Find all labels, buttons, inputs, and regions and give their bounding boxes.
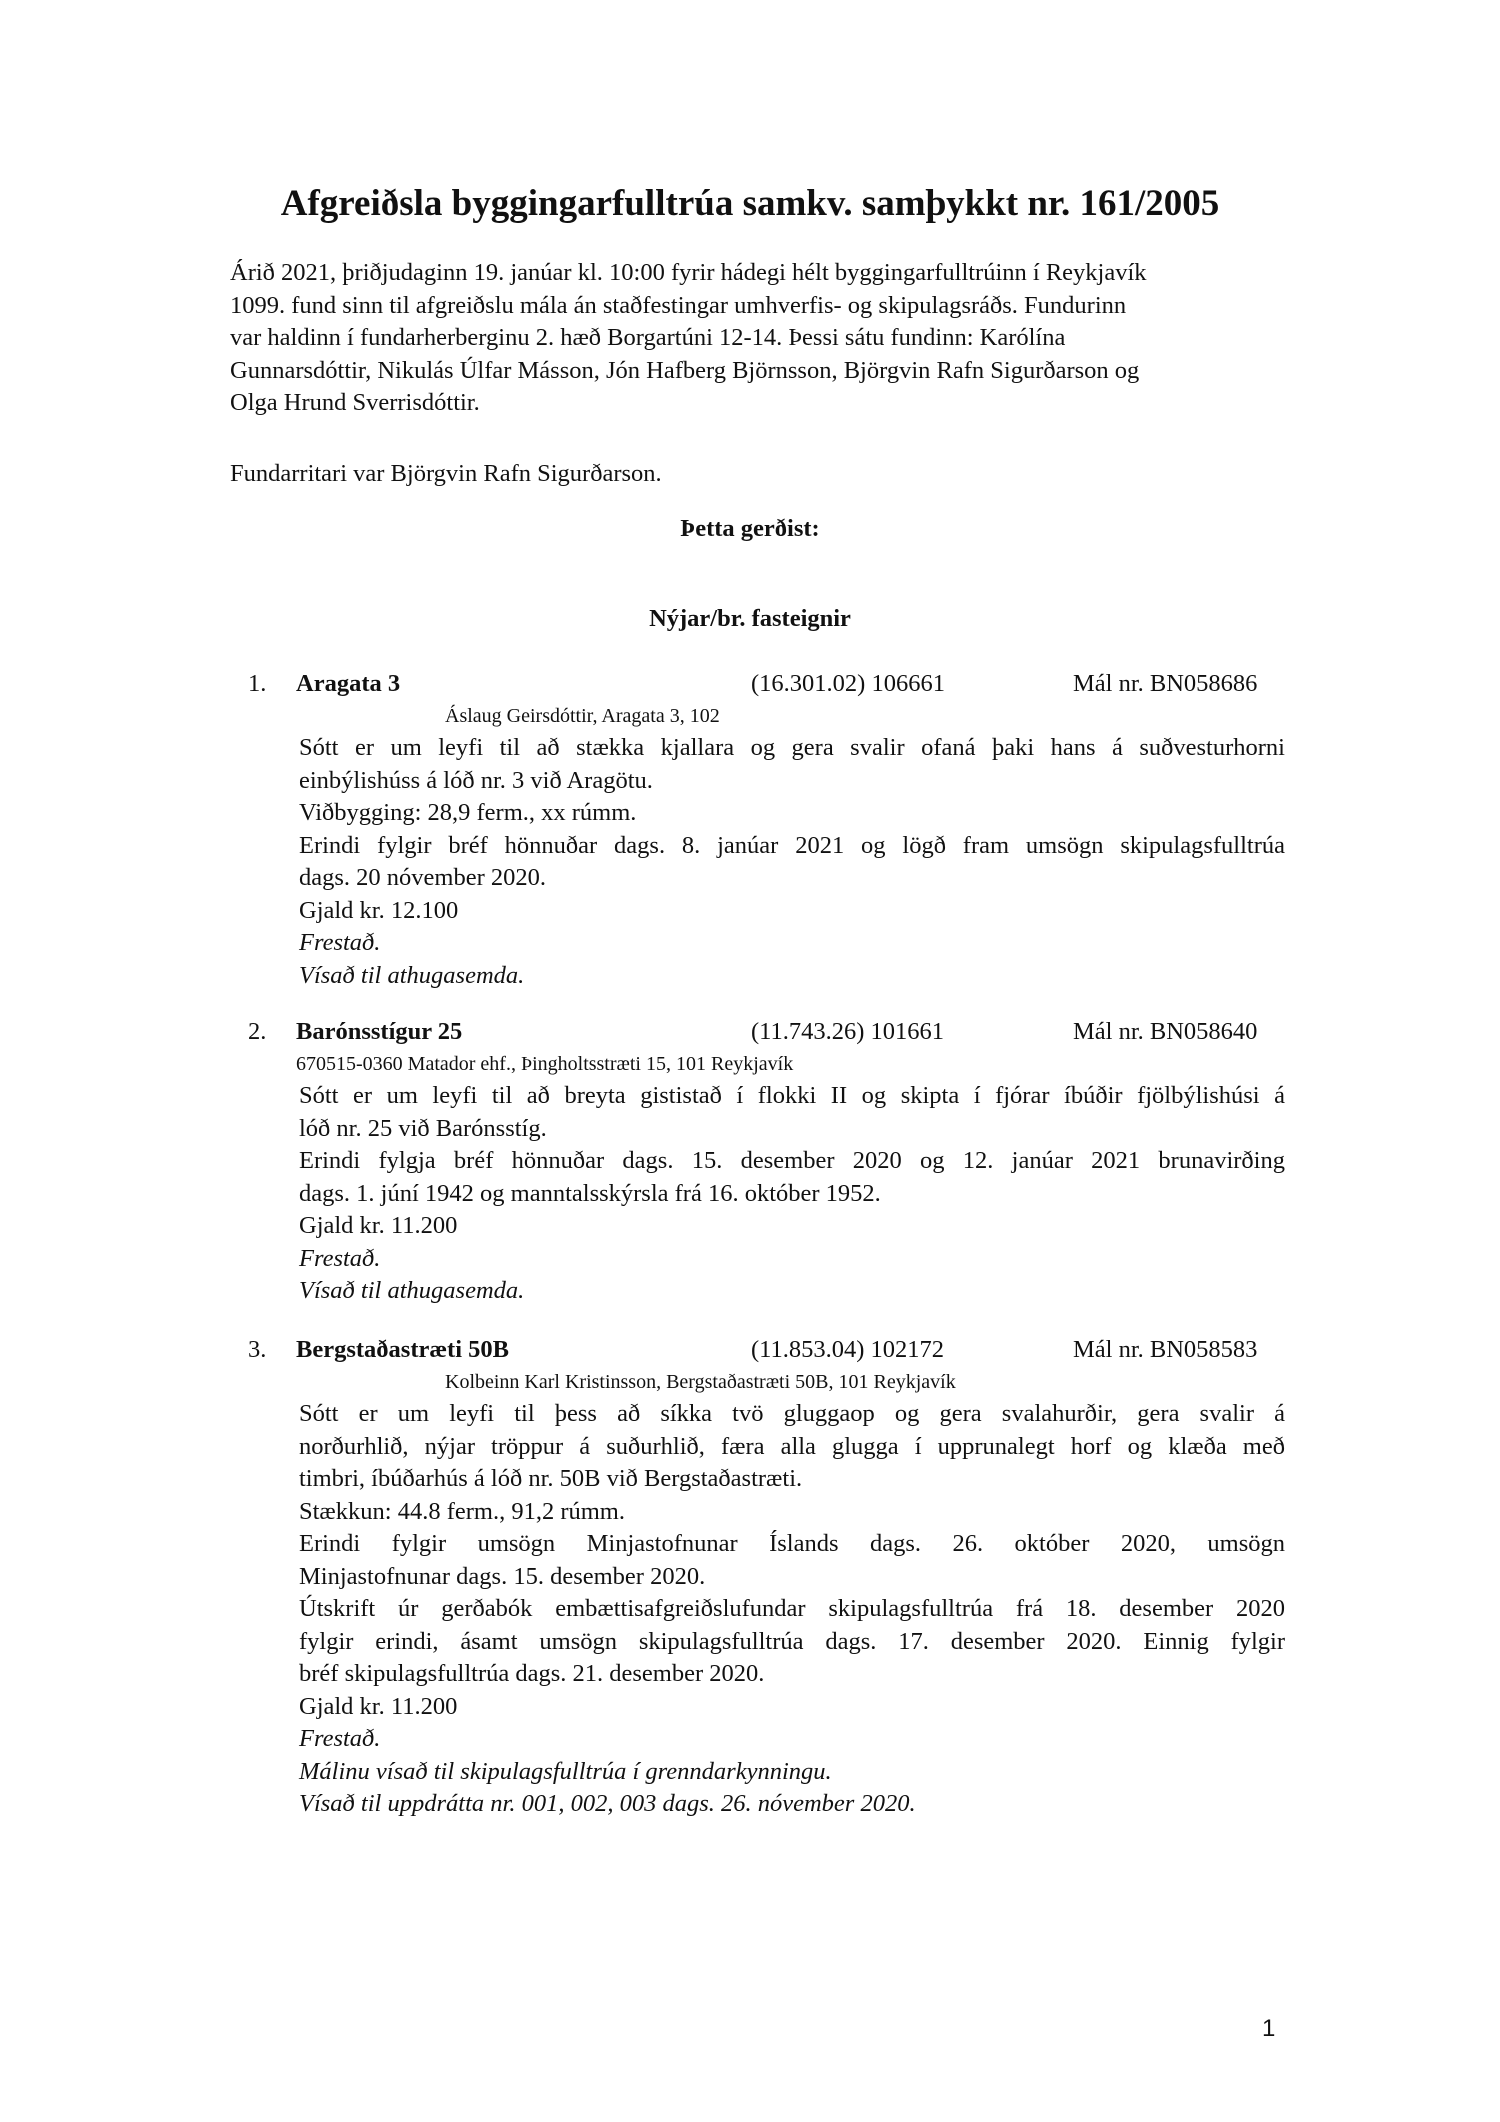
- case-text-line: Erindi fylgir bréf hönnuðar dags. 8. janúar 2021 og lögð fram umsögn skipulagsfulltrúa: [299, 831, 1285, 859]
- case-fee: Gjald kr. 11.200: [299, 1692, 458, 1720]
- page-number: 1: [1262, 2015, 1276, 2042]
- case-text-line: Erindi fylgir umsögn Minjastofnunar Íslands dags. 26. október 2020, umsögn: [299, 1530, 1285, 1557]
- section-heading: Nýjar/br. fasteignir: [649, 605, 851, 632]
- case-body: [299, 1398, 1285, 1821]
- case-land-id: (11.743.26) 101661: [751, 1018, 945, 1045]
- case-text-line: Erindi fylgja bréf hönnuðar dags. 15. desember 2020 og 12. janúar 2021 brunavirðing: [299, 1147, 1285, 1174]
- intro-line: Gunnarsdóttir, Nikulás Úlfar Másson, Jón Hafberg Björnsson, Björgvin Rafn Sigurðarson og: [230, 356, 1140, 384]
- case-address: Bergstaðastræti 50B: [296, 1336, 509, 1363]
- case-land-id: (11.853.04) 102172: [751, 1336, 945, 1363]
- case-number: 1.: [248, 670, 267, 697]
- case-decision: Frestað.: [299, 929, 381, 956]
- case-decision: Málinu vísað til skipulagsfulltrúa í grenndarkynningu.: [299, 1757, 832, 1785]
- case-body: [299, 1080, 1285, 1308]
- case-applicant: Áslaug Geirsdóttir, Aragata 3, 102: [445, 705, 720, 727]
- case-fee: Gjald kr. 12.100: [299, 896, 459, 924]
- secretary-line: Fundarritari var Björgvin Rafn Sigurðarson.: [230, 460, 662, 487]
- case-applicant: 670515-0360 Matador ehf., Þingholtsstræti 15, 101 Reykjavík: [296, 1053, 794, 1075]
- case-text-line: einbýlishúss á lóð nr. 3 við Aragötu.: [299, 766, 653, 794]
- case-item-3: [0, 1336, 1500, 1821]
- case-item-1: [0, 670, 1500, 992]
- case-text-line: dags. 20 nóvember 2020.: [299, 864, 546, 891]
- case-text-line: Sótt er um leyfi til þess að síkka tvö gluggaop og gera svalahurðir, gera svalir á: [299, 1400, 1285, 1427]
- case-decision: Frestað.: [299, 1244, 381, 1272]
- case-header: [0, 1018, 1500, 1052]
- intro-line: Árið 2021, þriðjudaginn 19. janúar kl. 10:00 fyrir hádegi hélt byggingarfulltrúinn í Reykjavík: [230, 259, 1147, 286]
- case-text-line: Stækkun: 44.8 ferm., 91,2 rúmm.: [299, 1497, 625, 1525]
- case-decision: Vísað til athugasemda.: [299, 1277, 525, 1304]
- case-id: Mál nr. BN058583: [1073, 1336, 1258, 1363]
- events-heading: Þetta gerðist:: [680, 515, 820, 542]
- case-text-line: fylgir erindi, ásamt umsögn skipulagsfulltrúa dags. 17. desember 2020. Einnig fylgir: [299, 1627, 1285, 1655]
- case-number: 2.: [248, 1018, 267, 1045]
- case-fee: Gjald kr. 11.200: [299, 1212, 458, 1239]
- intro-line: Olga Hrund Sverrisdóttir.: [230, 389, 480, 416]
- case-text-line: Útskrift úr gerðabók embættisafgreiðslufundar skipulagsfulltrúa frá 18. desember 2020: [299, 1595, 1285, 1622]
- case-header: [0, 1336, 1500, 1370]
- case-id: Mál nr. BN058686: [1073, 670, 1258, 697]
- case-id: Mál nr. BN058640: [1073, 1018, 1258, 1045]
- case-header: [0, 670, 1500, 704]
- page-title: Afgreiðsla byggingarfulltrúa samkv. samþykkt nr. 161/2005: [280, 183, 1220, 224]
- case-decision: Frestað.: [299, 1725, 381, 1752]
- case-decision: Vísað til uppdrátta nr. 001, 002, 003 dags. 26. nóvember 2020.: [299, 1790, 916, 1817]
- case-text-line: Sótt er um leyfi til að stækka kjallara og gera svalir ofaná þaki hans á suðvesturhorni: [299, 734, 1285, 761]
- case-text-line: norðurhlið, nýjar tröppur á suðurhlið, færa alla glugga í upprunalegt horf og klæða með: [299, 1432, 1285, 1460]
- case-text-line: timbri, íbúðarhús á lóð nr. 50B við Bergstaðastræti.: [299, 1465, 803, 1492]
- case-land-id: (16.301.02) 106661: [751, 670, 945, 697]
- case-address: Barónsstígur 25: [296, 1018, 463, 1045]
- intro-line: var haldinn í fundarherberginu 2. hæð Borgartúni 12-14. Þessi sátu fundinn: Karólína: [230, 324, 1066, 351]
- intro-paragraph: [230, 257, 1290, 420]
- case-number: 3.: [248, 1336, 267, 1363]
- intro-line: 1099. fund sinn til afgreiðslu mála án staðfestingar umhverfis- og skipulagsráðs. Fundurinn: [230, 291, 1127, 319]
- case-text-line: dags. 1. júní 1942 og manntalsskýrsla frá 16. október 1952.: [299, 1179, 881, 1207]
- case-text-line: Sótt er um leyfi til að breyta gististað í flokki II og skipta í fjórar íbúðir fjölbýlishúsi á: [299, 1082, 1285, 1109]
- case-address: Aragata 3: [296, 670, 401, 697]
- case-text-line: Viðbygging: 28,9 ferm., xx rúmm.: [299, 799, 637, 826]
- case-item-2: [0, 1018, 1500, 1308]
- case-applicant: Kolbeinn Karl Kristinsson, Bergstaðastræti 50B, 101 Reykjavík: [445, 1371, 956, 1393]
- case-text-line: lóð nr. 25 við Barónsstíg.: [299, 1114, 547, 1142]
- case-text-line: bréf skipulagsfulltrúa dags. 21. desember 2020.: [299, 1660, 765, 1687]
- case-body: [299, 732, 1285, 992]
- case-decision: Vísað til athugasemda.: [299, 961, 525, 989]
- case-text-line: Minjastofnunar dags. 15. desember 2020.: [299, 1562, 706, 1590]
